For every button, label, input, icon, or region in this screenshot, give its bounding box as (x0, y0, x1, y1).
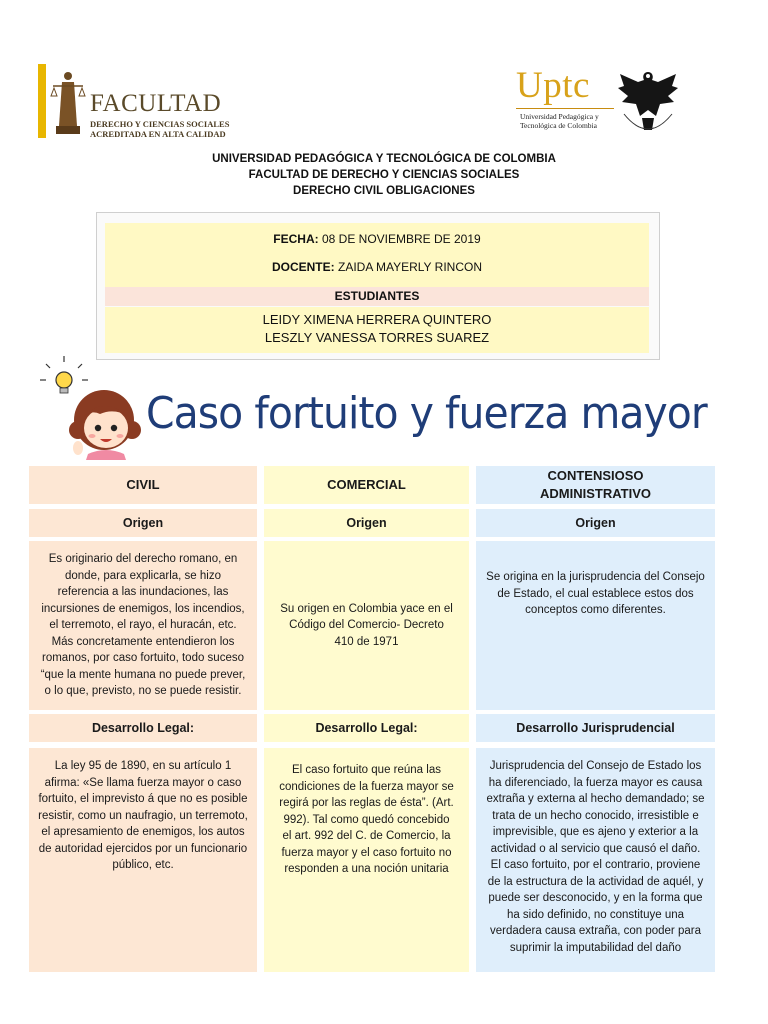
eagle-emblem-icon (616, 64, 680, 140)
course-name: DERECHO CIVIL OBLIGACIONES (293, 185, 475, 197)
date-value: 08 DE NOVIEMBRE DE 2019 (321, 232, 481, 246)
date-label: FECHA: (273, 232, 319, 246)
desarrollo-text-administrativo: Jurisprudencia del Consejo de Estado los ha diferenciado, la fuerza mayor es causa extraña y externa al hecho demandado; se trata de un hecho conocido, irresistible e imprevisible, que es ajeno y exterior a la actividad o al servicio que causó el daño. El caso fortuito, por el contrario, proviene de la estructura de la actividad de aquél, y puede ser desconocido, y en la forma que ha sido definido, no constituye una verdadera causa extraña, con poder para suprimir la imputabilidad del daño (476, 748, 715, 972)
logo-left-word: FACULTAD (90, 90, 222, 117)
desarrollo-heading-civil: Desarrollo Legal: (29, 714, 257, 742)
teacher-value: ZAIDA MAYERLY RINCON (337, 260, 483, 274)
column-header-civil: CIVIL (29, 466, 257, 504)
origen-text-civil: Es originario del derecho romano, en donde, para explicarla, se hizo referencia a las inundaciones, las incursiones de enemigos, los incendios, el terremoto, el rayo, el huracán, etc. Más concretamente entendieron los romanos, por caso fortuito, todo suceso “que la mente humana no puede prever, o lo que, previsto, no se puede resistir. (29, 541, 257, 710)
column-header-comercial: COMERCIAL (264, 466, 469, 504)
faculty-name: FACULTAD DE DERECHO Y CIENCIAS SOCIALES (248, 169, 520, 181)
info-band-top (105, 223, 649, 293)
origen-heading-administrativo: Origen (476, 509, 715, 537)
justice-statue-icon (50, 66, 86, 138)
student-name: LESZLY VANESSA TORRES SUAREZ (264, 330, 490, 345)
desarrollo-text-comercial: El caso fortuito que reúna las condiciones de la fuerza mayor se regirá por las reglas de ésta”. (Art. 992). Tal como quedó concebido el art. 992 del C. de Comercio, la fuerza mayor y el caso fortuito no responden a una noción unitaria (264, 748, 469, 972)
teacher-label: DOCENTE: (271, 260, 335, 274)
origen-text-comercial: Su origen en Colombia yace en el Código del Comercio- Decreto 410 de 1971 (264, 541, 469, 710)
logo-accent-bar (38, 64, 46, 138)
logo-rule (516, 108, 614, 109)
info-box (96, 212, 660, 360)
university-logo (512, 64, 682, 142)
logo-left-subtitle: DERECHO Y CIENCIAS SOCIALES (90, 119, 230, 129)
desarrollo-text-civil: La ley 95 de 1890, en su artículo 1 afirma: «Se llama fuerza mayor o caso fortuito, el imprevisto á que no es posible resistir, como un naufragio, un terremoto, el apresamiento de enemigos, los autos de autoridad ejercidos por un funcionario público, etc. (29, 748, 257, 972)
university-name: UNIVERSIDAD PEDAGÓGICA Y TECNOLÓGICA DE COLOMBIA (212, 153, 556, 165)
origen-heading-civil: Origen (29, 509, 257, 537)
girl-idea-illustration (34, 350, 144, 460)
student-name: LEIDY XIMENA HERRERA QUINTERO (262, 312, 492, 327)
students-heading-band (105, 287, 649, 306)
desarrollo-heading-comercial: Desarrollo Legal: (264, 714, 469, 742)
teacher-line (105, 260, 649, 274)
origen-text-administrativo: Se origina en la jurisprudencia del Consejo de Estado, el cual establece estos dos conceptos como diferentes. (476, 541, 715, 710)
logo-left-accreditation: ACREDITADA EN ALTA CALIDAD (90, 129, 226, 139)
column-header-administrativo: CONTENSIOSO ADMINISTRATIVO (476, 466, 715, 504)
page-title: Caso fortuito y fuerza mayor (146, 388, 707, 439)
logo-right-word: Uptc (516, 65, 590, 106)
students-band (105, 307, 649, 353)
logo-right-line2: Tecnológica de Colombia (520, 121, 597, 130)
date-line (105, 232, 649, 246)
logo-right-line1: Universidad Pedagógica y (520, 112, 599, 121)
faculty-logo (38, 62, 230, 140)
origen-heading-comercial: Origen (264, 509, 469, 537)
students-heading: ESTUDIANTES (334, 289, 420, 303)
desarrollo-heading-administrativo: Desarrollo Jurisprudencial (476, 714, 715, 742)
lightbulb-icon (40, 356, 88, 393)
